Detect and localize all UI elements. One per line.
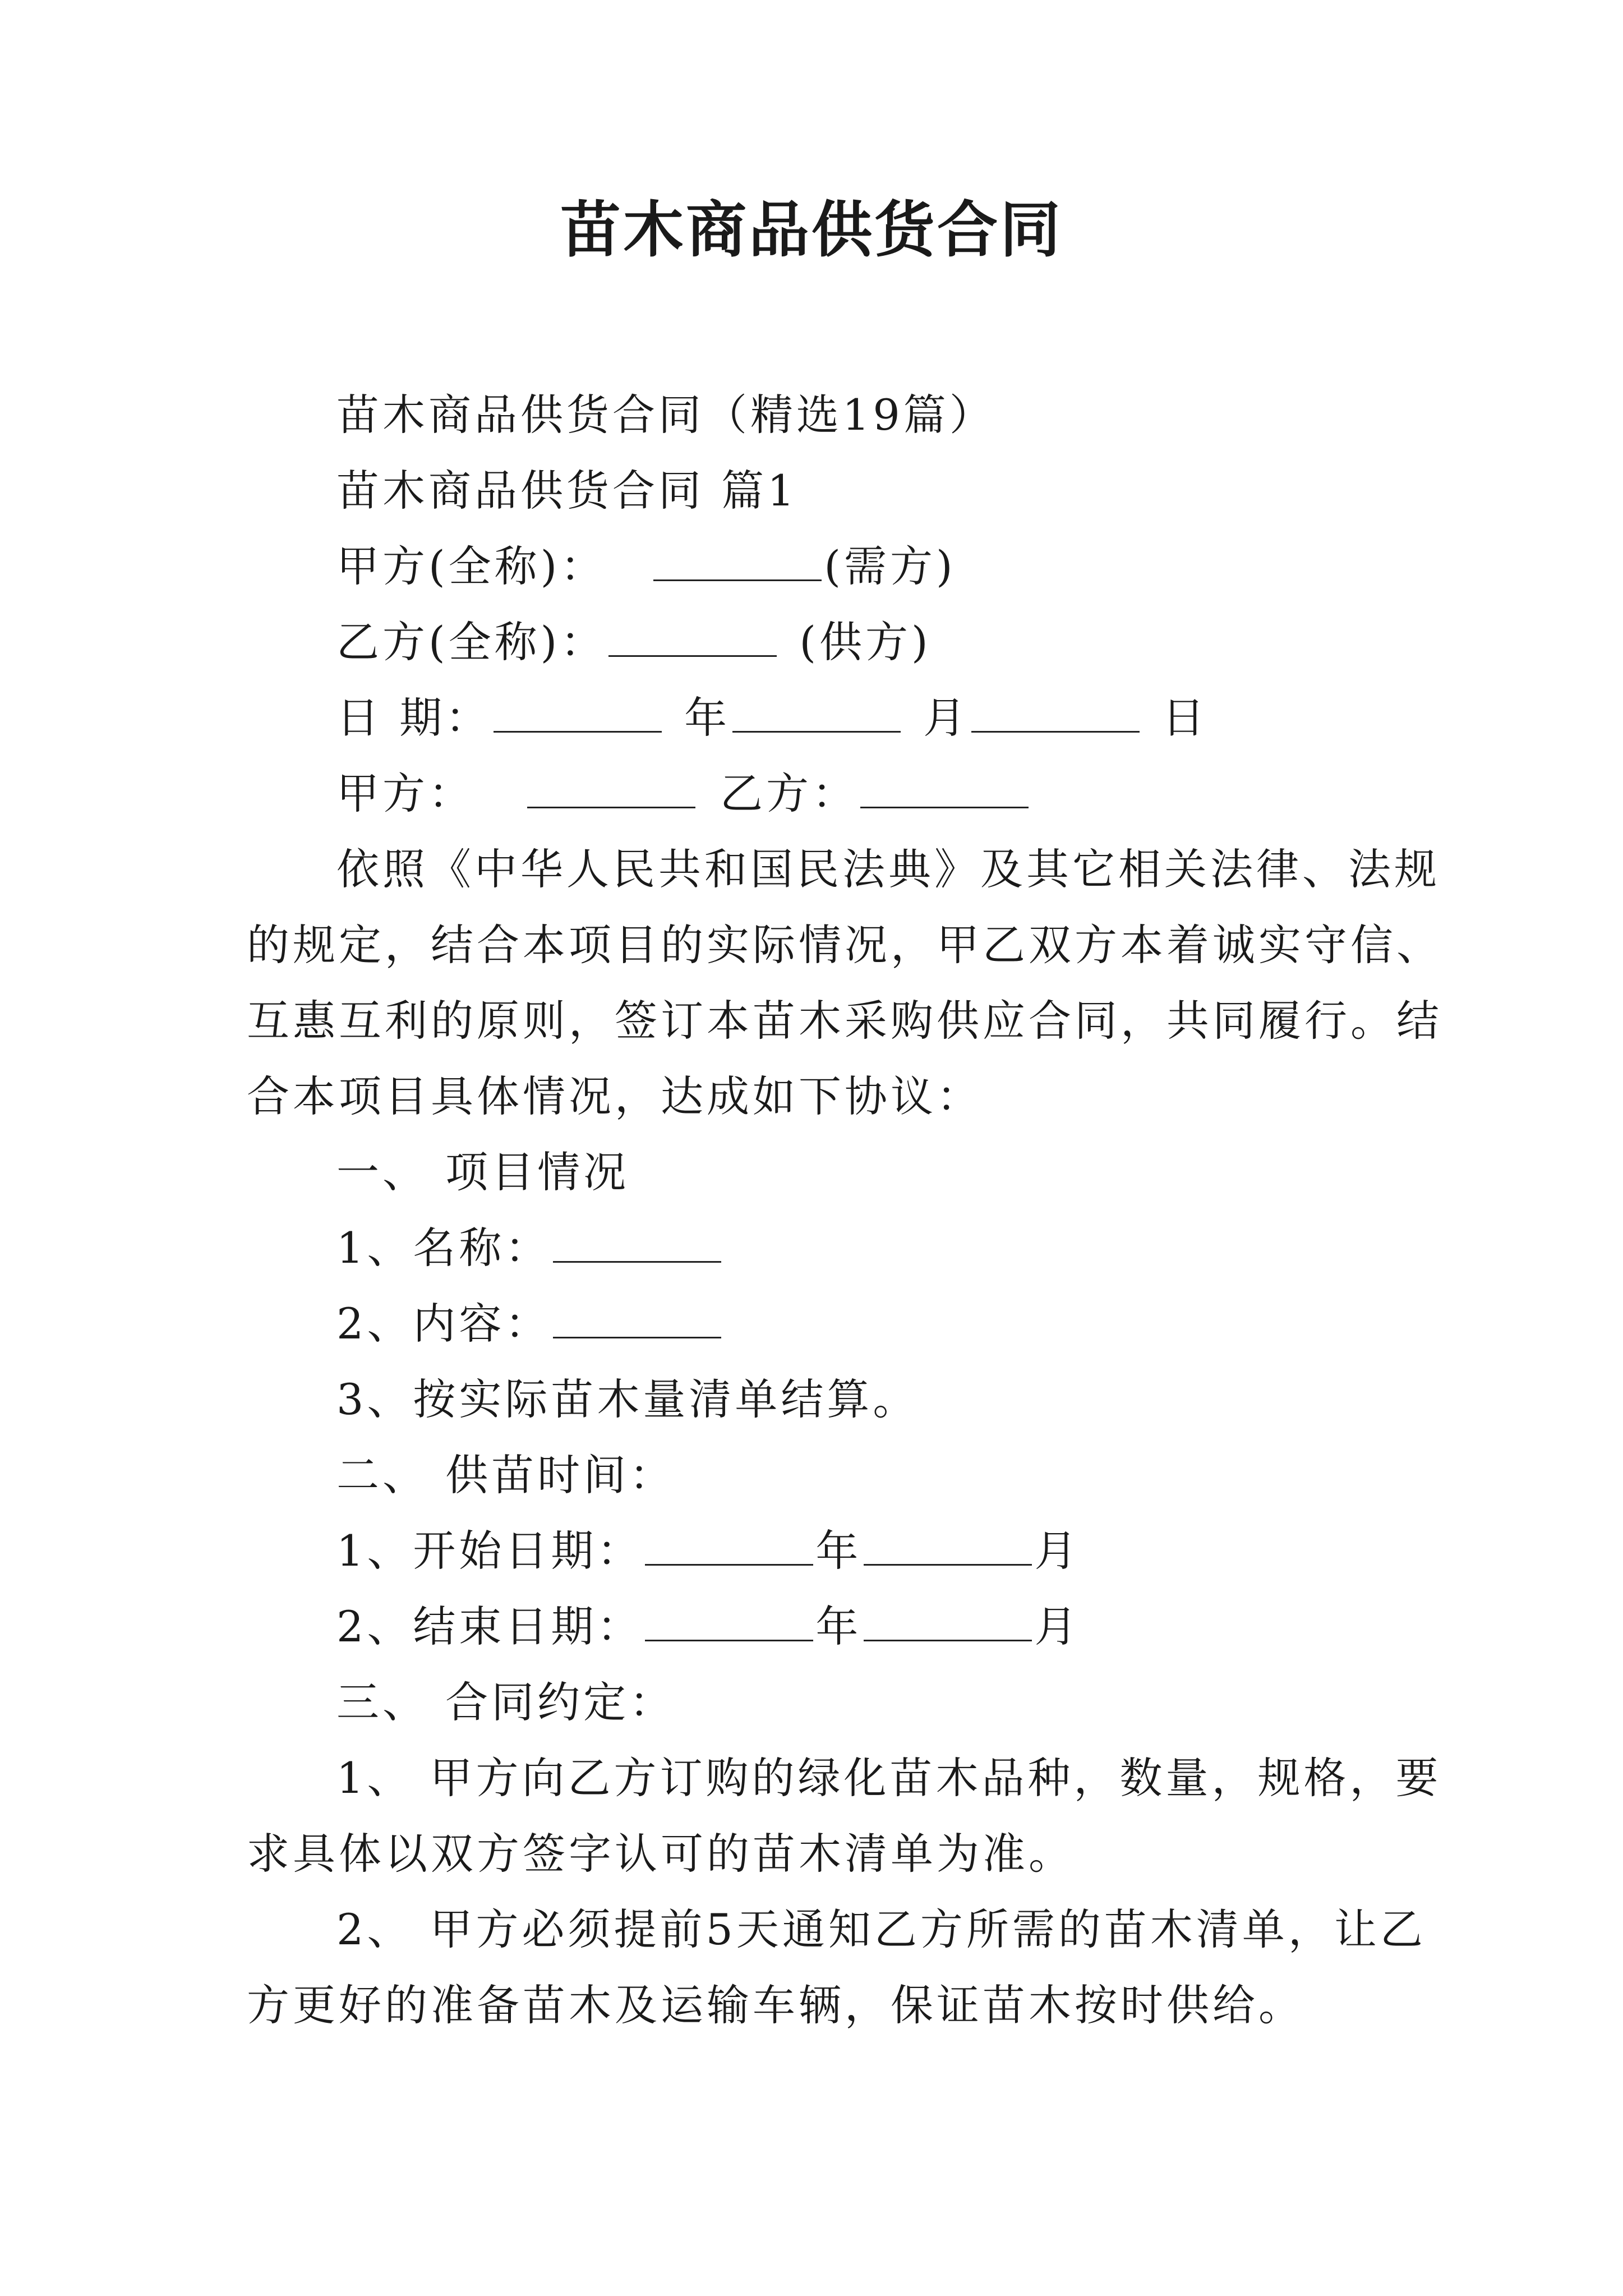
party-b-role: (供方) [799,617,932,667]
sign-a-blank[interactable] [527,767,695,808]
content-blank[interactable] [553,1297,721,1338]
intro-line-2: 的规定，结合本项目的实际情况，甲乙双方本着诚实守信、 [247,920,1442,970]
name-blank[interactable] [553,1222,721,1263]
date-year-label: 年 [684,693,731,743]
sign-b-blank[interactable] [860,767,1029,808]
section-1-item-3: 3、按实际苗木量清单结算。 [336,1374,919,1424]
date-day-label: 日 [1162,693,1209,743]
subtitle: 苗木商品供货合同（精选19篇） [336,390,995,440]
signature-line [336,766,1031,822]
intro-line-1: 依照《中华人民共和国民法典》及其它相关法律、法规 [336,844,1440,894]
date-day-blank[interactable] [971,692,1140,733]
date-month-blank[interactable] [732,692,901,733]
section-2-item-1 [336,1523,1080,1579]
party-a-role: (需方) [824,541,956,591]
date-line [336,690,1208,746]
section-3-item-2-line-1: 2、 甲方必须提前5天通知乙方所需的苗木清单，让乙 [336,1904,1426,1954]
section-3-item-1-line-2: 求具体以双方签字认可的苗木清单为准。 [247,1829,1075,1879]
party-a-line [336,539,956,595]
party-b-blank[interactable] [608,616,777,657]
section-3-item-2-line-2: 方更好的准备苗木及运输车辆，保证苗木按时供给。 [247,1980,1304,2030]
party-a-blank[interactable] [653,540,822,581]
end-month-label: 月 [1034,1602,1081,1651]
section-2-heading: 二、 供苗时间： [336,1450,676,1500]
end-year-blank[interactable] [645,1600,813,1641]
end-year-label: 年 [815,1602,862,1651]
intro-line-3: 互惠互利的原则，签订本苗木采购供应合同，共同履行。结 [247,996,1442,1046]
document-title: 苗木商品供货合同 [560,195,1063,265]
section-1-item-2 [336,1296,723,1352]
section-1-heading: 一、 项目情况 [336,1147,630,1197]
party-b-label: 乙方(全称)： [336,617,607,667]
section-2-item-2 [336,1599,1080,1655]
end-date-label: 2、结束日期： [336,1602,643,1651]
date-month-label: 月 [923,693,970,743]
intro-line-4: 合本项目具体情况，达成如下协议： [247,1071,983,1121]
name-label: 1、名称： [336,1223,551,1273]
sign-a-label: 甲方： [336,769,474,818]
start-year-blank[interactable] [645,1525,813,1566]
section-3-item-1-line-1: 1、 甲方向乙方订购的绿化苗木品种，数量，规格，要 [336,1753,1442,1803]
date-year-blank[interactable] [494,692,662,733]
section-1-item-1 [336,1220,723,1276]
start-month-label: 月 [1034,1526,1081,1576]
start-date-label: 1、开始日期： [336,1526,643,1576]
sign-b-label: 乙方： [720,769,858,818]
party-b-line [336,614,932,670]
start-month-blank[interactable] [864,1525,1032,1566]
content-label: 2、内容： [336,1299,551,1349]
date-label: 日 期： [336,693,492,743]
section-heading: 苗木商品供货合同 篇1 [336,466,798,516]
end-month-blank[interactable] [864,1600,1032,1641]
section-3-heading: 三、 合同约定： [336,1677,676,1727]
start-year-label: 年 [815,1526,862,1576]
party-a-label: 甲方(全称)： [336,541,607,591]
